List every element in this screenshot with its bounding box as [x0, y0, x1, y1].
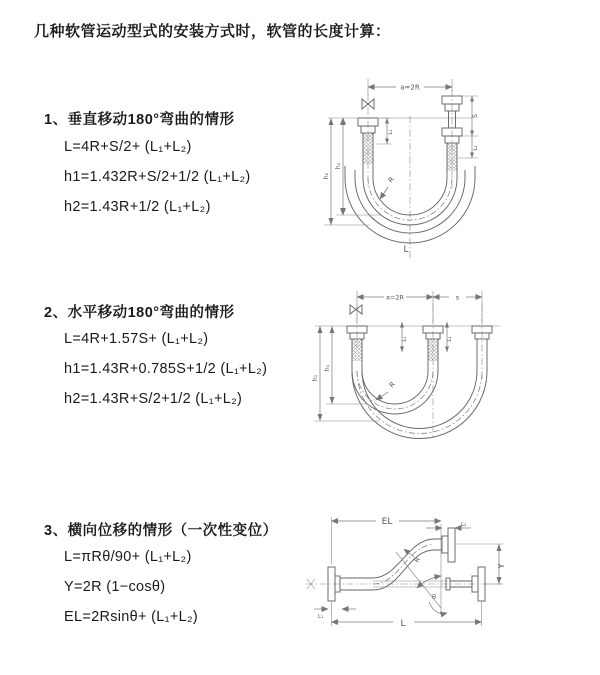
- dim-label-r: R: [387, 380, 397, 390]
- dim-label-el: EL: [381, 517, 393, 527]
- dim-label-h2: h₂: [312, 374, 319, 382]
- formula-line: h2=1.43R+S/2+1/2 (L₁+L₂): [64, 391, 243, 407]
- dim-label-theta: θ: [432, 593, 436, 601]
- diagram-vertical-180-bend: [300, 66, 590, 266]
- formula-line: Y=2R (1−cosθ): [64, 579, 166, 595]
- dim-label-l: L: [400, 619, 406, 629]
- dim-label-y: Y: [497, 563, 506, 569]
- dim-label-h1: h₁: [324, 364, 331, 372]
- dim-label-h1: h₁: [335, 162, 342, 170]
- diagram-lateral-displacement: [298, 506, 600, 651]
- dim-label-a2r: a=2R: [400, 83, 420, 92]
- hose-braid-hatch: [428, 339, 438, 361]
- dim-label-r: R: [412, 555, 423, 564]
- hose-braid-hatch: [352, 339, 362, 361]
- formula-line: h1=1.43R+0.785S+1/2 (L₁+L₂): [64, 361, 268, 377]
- dim-label-h2: h₂: [323, 172, 330, 180]
- dim-label-l1: L₁: [402, 336, 408, 342]
- pipe-fittings: [347, 326, 492, 342]
- formula-line: EL=2Rsinθ+ (L₁+L₂): [64, 609, 199, 625]
- valve-icon: [350, 305, 362, 314]
- dim-label-s: s: [455, 293, 460, 302]
- formula-line: h2=1.43R+1/2 (L₁+L₂): [64, 199, 211, 215]
- section-3-heading: 3、横向位移的情形（一次性变位）: [44, 523, 278, 539]
- dim-label-l: L: [403, 245, 409, 255]
- dim-label-l2: L₂: [473, 145, 479, 151]
- formula-line: L=πRθ/90+ (L₁+L₂): [64, 549, 192, 565]
- diagram-horizontal-180-bend: [310, 286, 600, 456]
- dim-label-s: S: [471, 113, 479, 119]
- page-title: 几种软管运动型式的安装方式时，软管的长度计算：: [34, 23, 391, 40]
- hose-braid-hatch: [447, 143, 457, 171]
- hose-braid-hatch: [363, 133, 373, 164]
- dim-label-r: R: [386, 175, 396, 185]
- dim-label-l1b: L₁: [447, 336, 453, 342]
- dim-label-l1: L₁: [388, 129, 394, 135]
- dim-label-a2r: a=2R: [385, 293, 405, 302]
- dim-label-l2: L₂: [461, 522, 467, 528]
- formula-line: L=4R+S/2+ (L₁+L₂): [64, 139, 192, 155]
- dim-label-l1: L₁: [318, 614, 324, 620]
- section-1-heading: 1、垂直移动180°弯曲的情形: [44, 112, 235, 128]
- formula-line: h1=1.432R+S/2+1/2 (L₁+L₂): [64, 169, 251, 185]
- section-2-heading: 2、水平移动180°弯曲的情形: [44, 305, 235, 321]
- formula-line: L=4R+1.57S+ (L₁+L₂): [64, 331, 209, 347]
